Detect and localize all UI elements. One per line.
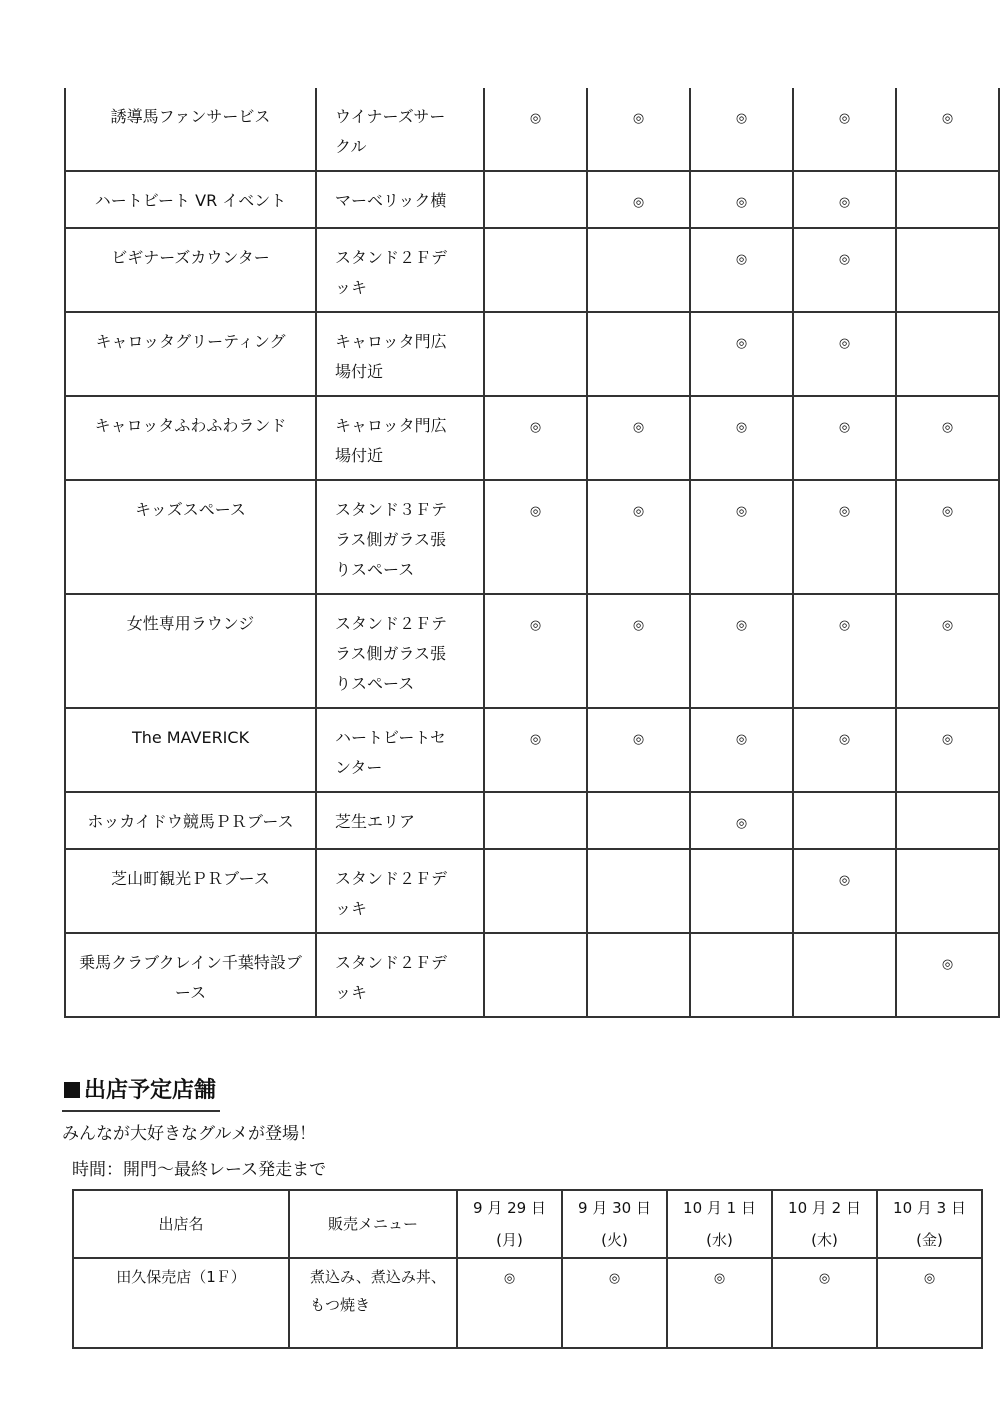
- event-place-line: マーベリック横: [335, 191, 447, 210]
- availability-mark: ◎: [632, 732, 645, 747]
- event-place-line: ハートビートセ: [335, 728, 446, 747]
- event-day-cell: [793, 396, 896, 480]
- header-date: 9 月 29 日: [473, 1199, 546, 1217]
- availability-mark: ◎: [941, 732, 954, 747]
- event-day-cell: [587, 228, 690, 312]
- shop-day-cell: [877, 1258, 982, 1348]
- header-weekday: (金): [916, 1231, 943, 1249]
- event-day-cell: [587, 171, 690, 228]
- header-date: 9 月 30 日: [578, 1199, 651, 1217]
- availability-mark: ◎: [838, 873, 851, 888]
- event-row: [65, 312, 999, 396]
- event-place: [316, 228, 484, 312]
- shops-table: [72, 1189, 983, 1349]
- event-place: [316, 88, 484, 171]
- event-day-cell: [793, 88, 896, 171]
- event-place-line: ッキ: [335, 899, 368, 918]
- event-day-cell: [587, 480, 690, 594]
- availability-mark: ◎: [735, 111, 748, 126]
- event-row: [65, 594, 999, 708]
- event-day-cell: [896, 594, 999, 708]
- event-day-cell: [690, 594, 793, 708]
- event-day-cell: [793, 480, 896, 594]
- event-name: The MAVERICK: [65, 708, 316, 792]
- section-title-text: 出店予定店舗: [84, 1078, 217, 1103]
- availability-mark: ◎: [632, 618, 645, 633]
- event-day-cell: [793, 171, 896, 228]
- shop-menu-line: もつ焼き: [310, 1296, 371, 1314]
- availability-mark: ◎: [735, 732, 748, 747]
- availability-mark: ◎: [838, 504, 851, 519]
- event-day-cell: [690, 88, 793, 171]
- shop-menu-line: 煮込み、煮込み丼、: [310, 1268, 446, 1286]
- event-place-line: スタンド３Ｆテ: [335, 500, 448, 519]
- availability-mark: ◎: [735, 195, 748, 210]
- event-day-cell: [587, 708, 690, 792]
- event-place: [316, 933, 484, 1017]
- availability-mark: ◎: [503, 1271, 516, 1286]
- event-name: 芝山町観光ＰＲブース: [65, 849, 316, 933]
- header-weekday: (水): [706, 1231, 733, 1249]
- event-place-line: ンター: [335, 758, 383, 777]
- shop-menu: [289, 1258, 457, 1348]
- availability-mark: ◎: [941, 111, 954, 126]
- header-day: [667, 1190, 772, 1258]
- event-place-line: ラス側ガラス張: [335, 644, 447, 663]
- event-name: 乗馬クラブクレイン千葉特設ブ ース: [65, 933, 316, 1017]
- availability-mark: ◎: [735, 336, 748, 351]
- event-day-cell: [896, 933, 999, 1017]
- event-row: [65, 396, 999, 480]
- event-day-cell: [793, 228, 896, 312]
- availability-mark: ◎: [838, 618, 851, 633]
- event-day-cell: [587, 396, 690, 480]
- shop-day-cell: [457, 1258, 562, 1348]
- header-menu: 販売メニュー: [289, 1190, 457, 1258]
- event-day-cell: [896, 849, 999, 933]
- event-name: キャロッタふわふわランド: [65, 396, 316, 480]
- event-day-cell: [690, 171, 793, 228]
- event-day-cell: [793, 312, 896, 396]
- event-row: [65, 171, 999, 228]
- event-place-line: りスペース: [335, 674, 415, 693]
- availability-mark: ◎: [941, 618, 954, 633]
- event-day-cell: [587, 933, 690, 1017]
- event-day-cell: [690, 792, 793, 849]
- event-day-cell: [484, 88, 587, 171]
- event-place: [316, 480, 484, 594]
- availability-mark: ◎: [735, 420, 748, 435]
- event-row: [65, 88, 999, 171]
- availability-mark: ◎: [529, 504, 542, 519]
- shops-intro-text: みんなが大好きなグルメが登場！: [62, 1124, 316, 1144]
- shops-hours-text: 時間：開門～最終レース発走まで: [72, 1160, 327, 1180]
- event-place-line: 場付近: [335, 362, 384, 381]
- shops-header-row: [73, 1190, 982, 1258]
- availability-mark: ◎: [838, 111, 851, 126]
- event-day-cell: [690, 396, 793, 480]
- event-day-cell: [484, 849, 587, 933]
- availability-mark: ◎: [529, 111, 542, 126]
- events-table: [64, 88, 1000, 1018]
- event-place-line: ウイナーズサー: [335, 107, 446, 126]
- event-place: [316, 171, 484, 228]
- availability-mark: ◎: [632, 420, 645, 435]
- event-place-line: スタンド２Ｆテ: [335, 614, 448, 633]
- event-row: [65, 792, 999, 849]
- event-place-line: ラス側ガラス張: [335, 530, 447, 549]
- event-day-cell: [484, 312, 587, 396]
- event-place: [316, 708, 484, 792]
- availability-mark: ◎: [632, 111, 645, 126]
- availability-mark: ◎: [632, 195, 645, 210]
- event-day-cell: [587, 594, 690, 708]
- event-place-line: キャロッタ門広: [335, 416, 447, 435]
- header-weekday: (木): [811, 1231, 838, 1249]
- event-name: キャロッタグリーティング: [65, 312, 316, 396]
- event-place-line: 芝生エリア: [335, 812, 416, 831]
- availability-mark: ◎: [838, 195, 851, 210]
- event-day-cell: [793, 792, 896, 849]
- header-weekday: (月): [496, 1231, 523, 1249]
- event-place-line: スタンド２Ｆデ: [335, 869, 448, 888]
- availability-mark: ◎: [735, 816, 748, 831]
- event-name: ホッカイドウ競馬ＰＲブース: [65, 792, 316, 849]
- event-day-cell: [690, 708, 793, 792]
- availability-mark: ◎: [923, 1271, 936, 1286]
- event-day-cell: [896, 312, 999, 396]
- event-day-cell: [690, 228, 793, 312]
- event-day-cell: [690, 933, 793, 1017]
- shop-day-cell: [772, 1258, 877, 1348]
- event-row: [65, 480, 999, 594]
- header-day: [457, 1190, 562, 1258]
- event-day-cell: [690, 849, 793, 933]
- header-date: 10 月 3 日: [893, 1199, 966, 1217]
- header-weekday: (火): [601, 1231, 628, 1249]
- event-place: [316, 396, 484, 480]
- event-day-cell: [793, 708, 896, 792]
- shop-day-cell: [562, 1258, 667, 1348]
- event-day-cell: [587, 312, 690, 396]
- event-day-cell: [484, 594, 587, 708]
- event-day-cell: [484, 171, 587, 228]
- availability-mark: ◎: [941, 504, 954, 519]
- event-row: [65, 933, 999, 1017]
- header-day: [772, 1190, 877, 1258]
- shop-name: 田久保売店（1Ｆ）: [73, 1258, 289, 1348]
- availability-mark: ◎: [735, 252, 748, 267]
- event-place-line: キャロッタ門広: [335, 332, 447, 351]
- event-day-cell: [484, 708, 587, 792]
- event-name: 女性専用ラウンジ: [65, 594, 316, 708]
- event-name: キッズスペース: [65, 480, 316, 594]
- event-name: ハートビート VR イベント: [65, 171, 316, 228]
- availability-mark: ◎: [632, 504, 645, 519]
- event-place: [316, 792, 484, 849]
- event-place-line: ッキ: [335, 983, 368, 1002]
- event-day-cell: [484, 396, 587, 480]
- header-shop-name: 出店名: [73, 1190, 289, 1258]
- event-day-cell: [484, 933, 587, 1017]
- event-place-line: スタンド２Ｆデ: [335, 953, 448, 972]
- event-day-cell: [896, 396, 999, 480]
- availability-mark: ◎: [838, 732, 851, 747]
- availability-mark: ◎: [838, 420, 851, 435]
- event-place-line: スタンド２Ｆデ: [335, 248, 448, 267]
- event-place-line: ッキ: [335, 278, 368, 297]
- shop-row: [73, 1258, 982, 1348]
- event-day-cell: [793, 933, 896, 1017]
- event-place: [316, 849, 484, 933]
- event-day-cell: [587, 88, 690, 171]
- event-day-cell: [896, 708, 999, 792]
- event-place: [316, 312, 484, 396]
- availability-mark: ◎: [818, 1271, 831, 1286]
- event-day-cell: [484, 792, 587, 849]
- event-day-cell: [896, 480, 999, 594]
- availability-mark: ◎: [838, 336, 851, 351]
- event-day-cell: [896, 792, 999, 849]
- event-day-cell: [690, 480, 793, 594]
- event-row: [65, 708, 999, 792]
- square-bullet-icon: [64, 1082, 80, 1098]
- availability-mark: ◎: [713, 1271, 726, 1286]
- section-title: [62, 1075, 220, 1112]
- event-day-cell: [896, 171, 999, 228]
- event-day-cell: [793, 849, 896, 933]
- event-day-cell: [484, 480, 587, 594]
- event-name: ビギナーズカウンター: [65, 228, 316, 312]
- header-date: 10 月 2 日: [788, 1199, 861, 1217]
- event-day-cell: [793, 594, 896, 708]
- event-place-line: りスペース: [335, 560, 415, 579]
- availability-mark: ◎: [735, 618, 748, 633]
- event-place: [316, 594, 484, 708]
- header-day: [562, 1190, 667, 1258]
- event-place-line: クル: [335, 137, 367, 156]
- availability-mark: ◎: [735, 504, 748, 519]
- event-day-cell: [896, 88, 999, 171]
- event-day-cell: [484, 228, 587, 312]
- event-row: [65, 228, 999, 312]
- header-day: [877, 1190, 982, 1258]
- event-place-line: 場付近: [335, 446, 384, 465]
- availability-mark: ◎: [529, 618, 542, 633]
- availability-mark: ◎: [529, 420, 542, 435]
- availability-mark: ◎: [529, 732, 542, 747]
- event-day-cell: [896, 228, 999, 312]
- event-row: [65, 849, 999, 933]
- shop-day-cell: [667, 1258, 772, 1348]
- event-name: 誘導馬ファンサービス: [65, 88, 316, 171]
- availability-mark: ◎: [838, 252, 851, 267]
- event-day-cell: [587, 792, 690, 849]
- event-day-cell: [690, 312, 793, 396]
- header-date: 10 月 1 日: [683, 1199, 756, 1217]
- event-day-cell: [587, 849, 690, 933]
- availability-mark: ◎: [608, 1271, 621, 1286]
- availability-mark: ◎: [941, 957, 954, 972]
- availability-mark: ◎: [941, 420, 954, 435]
